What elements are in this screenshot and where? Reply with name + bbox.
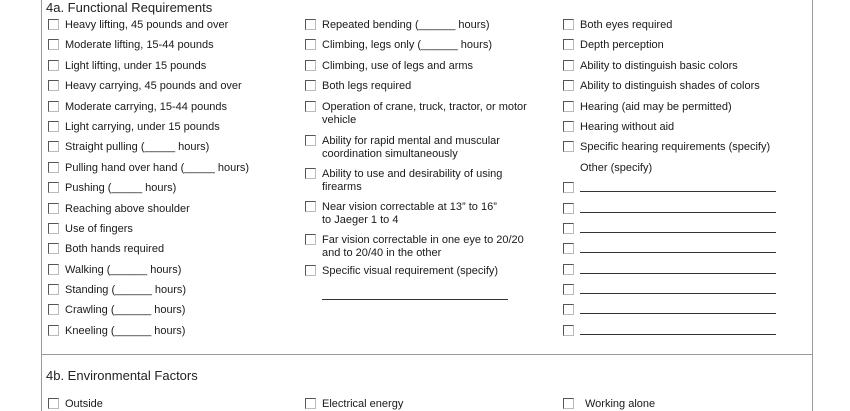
checkbox[interactable] — [48, 141, 59, 152]
checkbox[interactable] — [563, 101, 574, 112]
other-row-6 — [561, 284, 806, 304]
item-label: Both legs required — [322, 80, 412, 93]
checkbox[interactable] — [48, 203, 59, 214]
item-label: Both eyes required — [580, 19, 673, 31]
other-row-2 — [561, 203, 806, 223]
other-row-3 — [561, 223, 806, 243]
item-label: Pushing (_____ hours) — [65, 182, 177, 195]
item-label: Climbing, legs only (______ hours) — [322, 39, 492, 52]
other-row-7 — [561, 304, 806, 324]
other-row-4 — [561, 243, 806, 263]
checkbox[interactable] — [48, 284, 59, 295]
checkbox[interactable] — [305, 234, 316, 245]
item-light-lifting — [46, 60, 286, 80]
item-shades-of-colors — [561, 80, 806, 100]
item-pulling-hand-over-hand — [46, 162, 286, 182]
checkbox[interactable] — [563, 121, 574, 132]
item-label: Ability to distinguish shades of colors — [580, 80, 760, 93]
item-pushing — [46, 182, 286, 202]
item-label: Specific visual requirement (specify) — [322, 264, 499, 277]
item-label: Climbing, use of legs and arms — [322, 59, 474, 72]
item-straight-pulling — [46, 141, 286, 161]
blank-line[interactable] — [580, 325, 776, 335]
checkbox[interactable] — [563, 223, 574, 234]
functional-column-1 — [46, 19, 286, 345]
checkbox[interactable] — [48, 223, 59, 234]
checkbox[interactable] — [48, 80, 59, 91]
other-row-8 — [561, 325, 806, 345]
item-specific-hearing — [561, 141, 806, 161]
item-walking — [46, 264, 286, 284]
checkbox[interactable] — [305, 39, 316, 50]
item-climbing-legs-arms — [303, 60, 548, 80]
item-label-line1: Ability to use and desirability of using — [322, 167, 503, 180]
item-label: Repeated bending (______ hours) — [322, 19, 490, 31]
item-label: Heavy lifting, 45 pounds and over — [65, 19, 229, 31]
functional-column-2 — [303, 19, 548, 305]
item-climbing-legs-only — [303, 39, 548, 59]
section-divider — [41, 354, 813, 355]
env-item-electrical-energy — [303, 398, 403, 411]
item-label-line1: Operation of crane, truck, tractor, or motor — [322, 100, 527, 113]
item-label: Hearing without aid — [580, 120, 675, 133]
checkbox[interactable] — [305, 398, 316, 409]
item-both-eyes — [561, 19, 806, 39]
blank-line[interactable] — [580, 264, 776, 274]
item-label-line2: to Jaeger 1 to 4 — [322, 213, 399, 226]
checkbox[interactable] — [563, 19, 574, 30]
checkbox[interactable] — [563, 304, 574, 315]
item-label-line2: firearms — [322, 180, 362, 193]
item-repeated-bending — [303, 19, 548, 39]
item-label: Kneeling (______ hours) — [65, 324, 186, 337]
blank-line[interactable] — [580, 203, 776, 213]
item-label: Hearing (aid may be permitted) — [580, 100, 732, 113]
item-both-legs — [303, 80, 548, 100]
item-near-vision — [303, 201, 548, 234]
checkbox[interactable] — [305, 265, 316, 276]
item-hearing-without-aid — [561, 121, 806, 141]
item-label: Light carrying, under 15 pounds — [65, 120, 220, 133]
item-label: Straight pulling (_____ hours) — [65, 141, 210, 154]
item-label: Standing (______ hours) — [65, 284, 187, 297]
checkbox[interactable] — [48, 121, 59, 132]
section-title-environmental: 4b. Environmental Factors — [46, 368, 198, 383]
checkbox[interactable] — [563, 60, 574, 71]
form-right-border — [812, 0, 813, 411]
item-label: Crawling (______ hours) — [65, 304, 186, 317]
other-row-1 — [561, 182, 806, 202]
item-operation-of-vehicle — [303, 101, 548, 135]
item-label: Light lifting, under 15 pounds — [65, 59, 207, 72]
item-label: Electrical energy — [322, 398, 404, 410]
item-label: Use of fingers — [65, 222, 133, 235]
checkbox[interactable] — [48, 304, 59, 315]
item-reaching-above-shoulder — [46, 203, 286, 223]
item-hearing-aid — [561, 101, 806, 121]
item-label-line2: vehicle — [322, 113, 357, 126]
checkbox[interactable] — [48, 39, 59, 50]
item-standing — [46, 284, 286, 304]
item-crawling — [46, 304, 286, 324]
checkbox[interactable] — [305, 80, 316, 91]
checkbox[interactable] — [563, 141, 574, 152]
item-both-hands — [46, 243, 286, 263]
blank-line — [322, 289, 508, 300]
item-use-of-fingers — [46, 223, 286, 243]
item-heavy-carrying — [46, 80, 286, 100]
checkbox[interactable] — [48, 325, 59, 336]
item-kneeling — [46, 325, 286, 345]
blank-line[interactable] — [580, 284, 776, 294]
checkbox[interactable] — [563, 39, 574, 50]
item-label: Specific hearing requirements (specify) — [580, 141, 771, 154]
checkbox[interactable] — [48, 243, 59, 254]
blank-line[interactable] — [580, 223, 776, 233]
checkbox[interactable] — [48, 60, 59, 71]
item-label: Heavy carrying, 45 pounds and over — [65, 80, 242, 93]
checkbox[interactable] — [48, 264, 59, 275]
item-label: Moderate carrying, 15-44 pounds — [65, 100, 228, 113]
checkbox[interactable] — [305, 135, 316, 146]
item-specific-visual — [303, 265, 548, 287]
functional-column-3 — [561, 19, 806, 345]
item-label-line2: and to 20/40 in the other — [322, 246, 442, 259]
item-label: Working alone — [585, 398, 656, 410]
item-basic-colors — [561, 60, 806, 80]
checkbox[interactable] — [305, 101, 316, 112]
checkbox[interactable] — [563, 203, 574, 214]
item-label-line2: coordination simultaneously — [322, 147, 458, 160]
item-label: Moderate lifting, 15-44 pounds — [65, 39, 214, 52]
other-row-5 — [561, 264, 806, 284]
specific-visual-field[interactable] — [303, 287, 548, 305]
env-item-working-alone — [561, 398, 655, 411]
item-firearms — [303, 168, 548, 201]
item-heavy-lifting — [46, 19, 286, 39]
checkbox[interactable] — [563, 264, 574, 275]
item-far-vision — [303, 234, 548, 265]
other-specify-label: Other (specify) — [580, 161, 653, 174]
item-label: Reaching above shoulder — [65, 202, 190, 215]
blank-line[interactable] — [580, 243, 776, 253]
item-depth-perception — [561, 39, 806, 59]
item-label: Depth perception — [580, 39, 664, 52]
form-left-border — [41, 0, 42, 411]
item-label: Pulling hand over hand (_____ hours) — [65, 161, 250, 174]
checkbox[interactable] — [305, 201, 316, 212]
env-item-outside — [46, 398, 103, 411]
item-rapid-coordination — [303, 135, 548, 168]
item-moderate-lifting — [46, 39, 286, 59]
checkbox[interactable] — [48, 101, 59, 112]
checkbox[interactable] — [48, 162, 59, 173]
checkbox[interactable] — [48, 398, 59, 409]
checkbox[interactable] — [305, 168, 316, 179]
blank-line[interactable] — [580, 304, 776, 314]
item-label-line1: Far vision correctable in one eye to 20/20 — [322, 233, 524, 246]
item-light-carrying — [46, 121, 286, 141]
checkbox[interactable] — [563, 325, 574, 336]
checkbox[interactable] — [48, 19, 59, 30]
blank-line[interactable] — [580, 182, 776, 192]
checkbox[interactable] — [48, 182, 59, 193]
item-label-line1: Ability for rapid mental and muscular — [322, 134, 500, 147]
checkbox[interactable] — [563, 182, 574, 193]
checkbox[interactable] — [563, 398, 574, 409]
checkbox[interactable] — [563, 243, 574, 254]
section-title-functional: 4a. Functional Requirements — [46, 0, 213, 15]
checkbox[interactable] — [305, 60, 316, 71]
checkbox[interactable] — [563, 284, 574, 295]
checkbox[interactable] — [563, 80, 574, 91]
item-label: Walking (______ hours) — [65, 263, 182, 276]
item-label: Ability to distinguish basic colors — [580, 59, 738, 72]
item-label: Both hands required — [65, 243, 165, 256]
item-label: Outside — [65, 398, 103, 410]
item-moderate-carrying — [46, 101, 286, 121]
checkbox[interactable] — [305, 19, 316, 30]
item-label-line1: Near vision correctable at 13” to 16” — [322, 200, 497, 213]
